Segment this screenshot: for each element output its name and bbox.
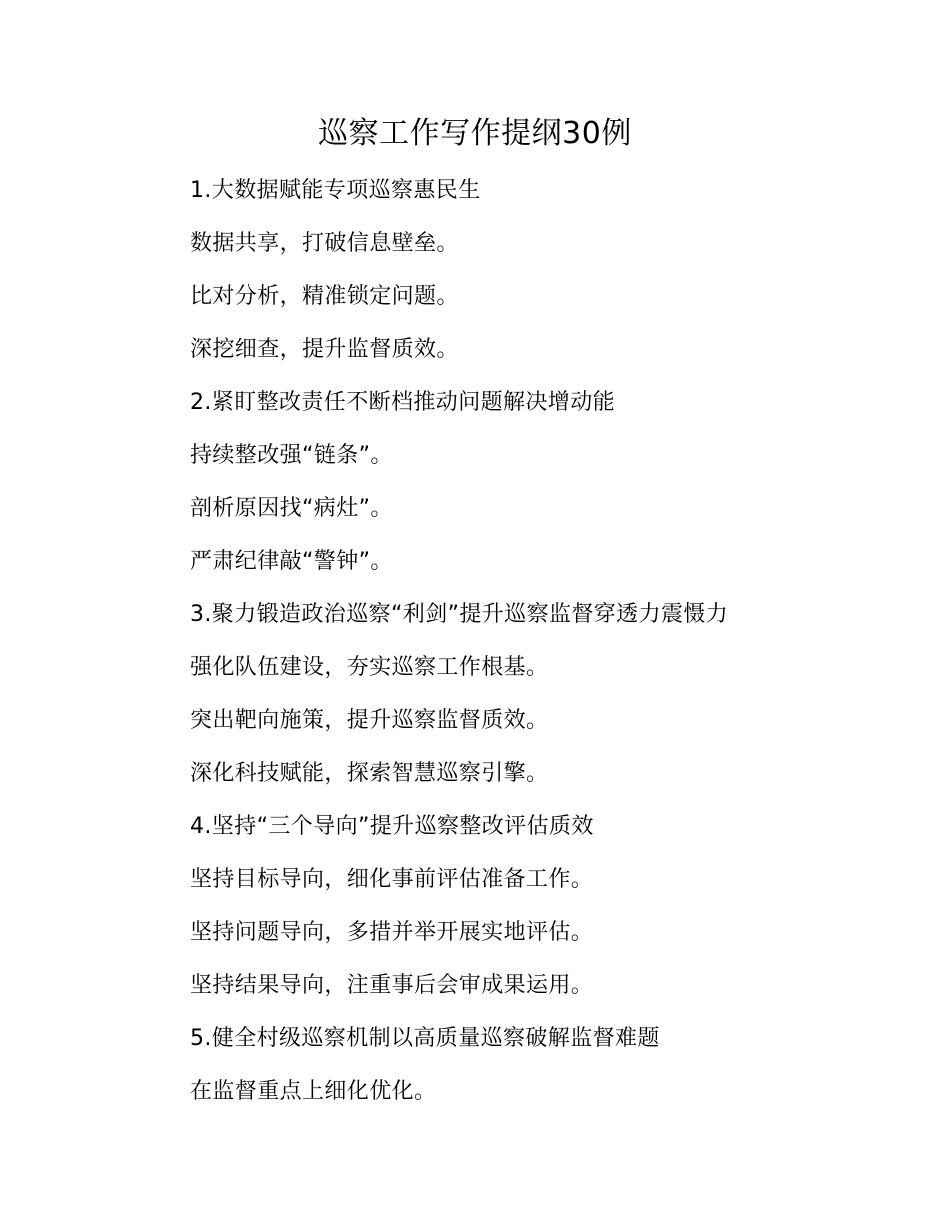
body-line: 坚持结果导向，注重事后会审成果运用。 xyxy=(190,973,594,998)
body-line: 在监督重点上细化优化。 xyxy=(190,1079,437,1104)
section-heading-3: 3.聚力锻造政治巡察“利剑”提升巡察监督穿透力震慑力 xyxy=(190,602,729,627)
section-heading-4: 4.坚持“三个导向”提升巡察整改评估质效 xyxy=(190,814,594,839)
body-line: 严肃纪律敲“警钟”。 xyxy=(190,549,393,574)
section-heading-2: 2.紧盯整改责任不断档推动问题解决增动能 xyxy=(190,390,615,415)
body-line: 深挖细查，提升监督质效。 xyxy=(190,337,459,362)
body-line: 剖析原因找“病灶”。 xyxy=(190,496,393,521)
body-line: 强化队伍建设，夯实巡察工作根基。 xyxy=(190,655,549,680)
body-line: 数据共享，打破信息壁垒。 xyxy=(190,231,459,256)
document-body xyxy=(190,171,910,1125)
section-heading-1: 1.大数据赋能专项巡察惠民生 xyxy=(190,178,481,203)
body-line: 比对分析，精准锁定问题。 xyxy=(190,284,459,309)
document-title: 巡察工作写作提纲30例 xyxy=(318,116,632,151)
body-line: 坚持目标导向，细化事前评估准备工作。 xyxy=(190,867,594,892)
body-line: 深化科技赋能，探索智慧巡察引擎。 xyxy=(190,761,549,786)
body-line: 突出靶向施策，提升巡察监督质效。 xyxy=(190,708,549,733)
body-line: 持续整改强“链条”。 xyxy=(190,443,393,468)
body-line: 坚持问题导向，多措并举开展实地评估。 xyxy=(190,920,594,945)
section-heading-5: 5.健全村级巡察机制以高质量巡察破解监督难题 xyxy=(190,1026,660,1051)
